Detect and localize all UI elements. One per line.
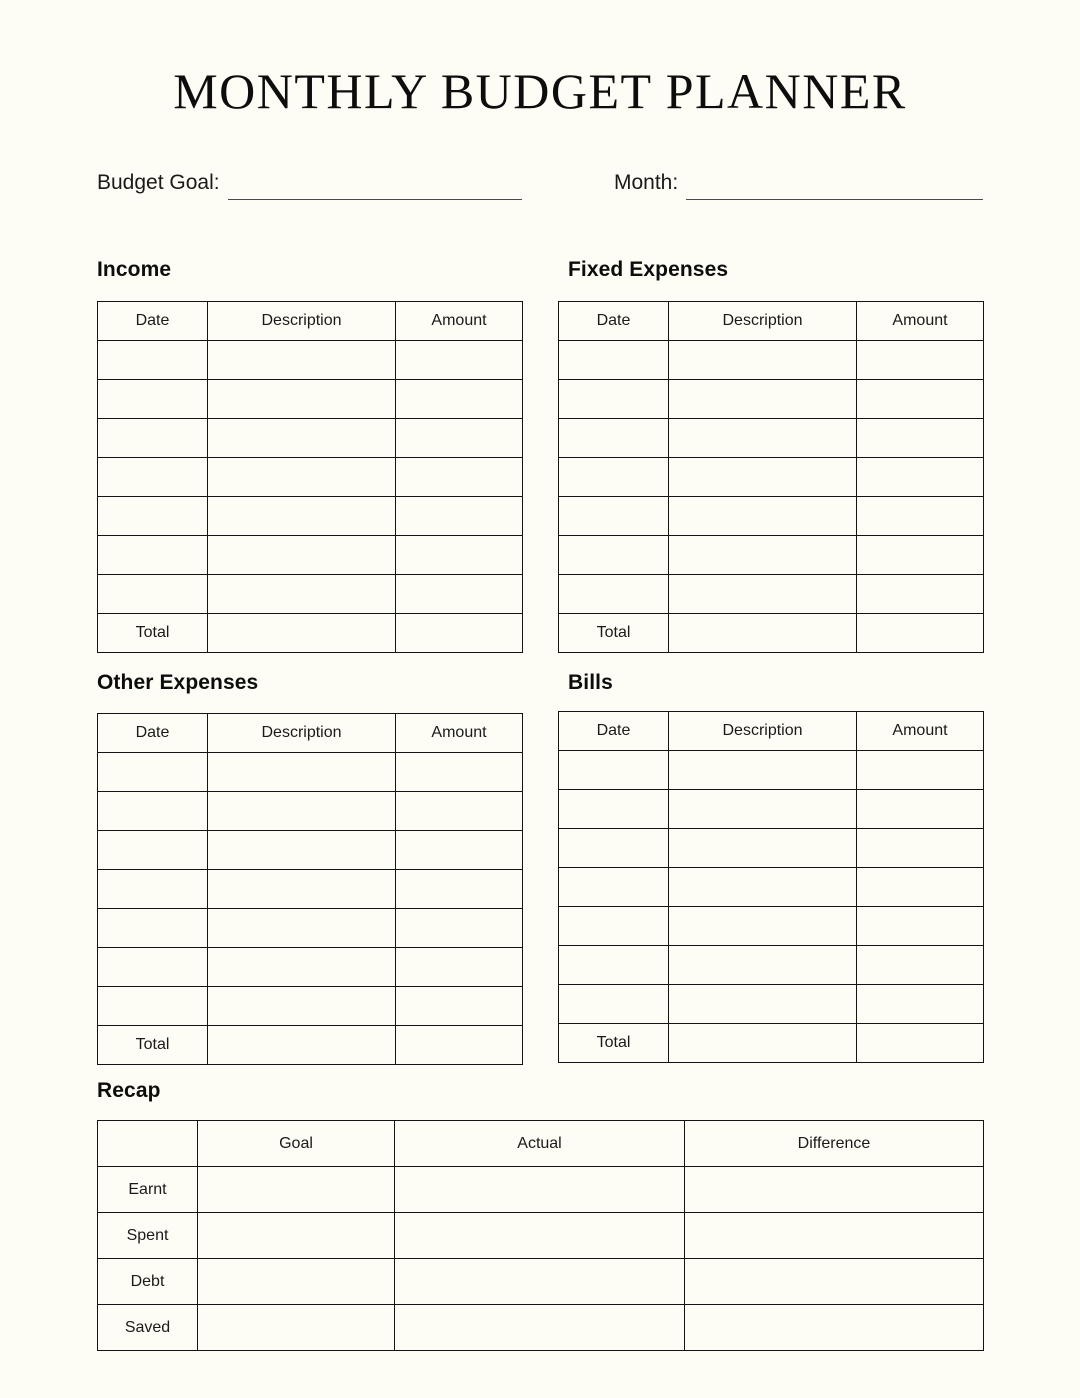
cell-amount[interactable]	[857, 907, 984, 946]
cell-amount[interactable]	[396, 380, 523, 419]
cell-description[interactable]	[208, 987, 396, 1026]
month-label: Month:	[614, 171, 679, 194]
column-header-date: Date	[98, 302, 208, 341]
budget-goal-field[interactable]	[97, 158, 522, 200]
section-heading-recap: Recap	[97, 1079, 161, 1102]
cell-description[interactable]	[669, 907, 857, 946]
recap-cell-actual[interactable]	[395, 1305, 685, 1351]
table-row[interactable]	[559, 536, 984, 575]
cell-date[interactable]	[559, 907, 669, 946]
table-row[interactable]	[98, 419, 523, 458]
recap-column-header-actual: Actual	[395, 1121, 685, 1167]
table-row[interactable]	[559, 868, 984, 907]
cell-amount[interactable]	[857, 985, 984, 1024]
table-row[interactable]	[559, 419, 984, 458]
recap-cell-goal[interactable]	[198, 1213, 395, 1259]
month-field[interactable]	[614, 158, 983, 200]
cell-date[interactable]	[98, 948, 208, 987]
table-header-row	[98, 302, 523, 341]
cell-description[interactable]	[208, 948, 396, 987]
cell-date[interactable]	[559, 790, 669, 829]
table-header-row	[98, 714, 523, 753]
cell-amount[interactable]	[396, 497, 523, 536]
column-header-date: Date	[98, 714, 208, 753]
cell-description[interactable]	[208, 614, 396, 653]
recap-row-debt[interactable]	[98, 1259, 984, 1305]
table-row[interactable]	[559, 458, 984, 497]
header-fields	[97, 158, 983, 200]
cell-total-amount[interactable]	[857, 614, 984, 653]
table-row[interactable]	[559, 341, 984, 380]
cell-date[interactable]	[98, 753, 208, 792]
cell-description[interactable]	[669, 790, 857, 829]
cell-date[interactable]	[559, 829, 669, 868]
recap-corner-cell	[98, 1121, 198, 1167]
cell-amount[interactable]	[857, 751, 984, 790]
table-row[interactable]	[98, 792, 523, 831]
cell-amount[interactable]	[396, 341, 523, 380]
cell-date[interactable]	[98, 909, 208, 948]
recap-cell-actual[interactable]	[395, 1167, 685, 1213]
cell-amount[interactable]	[396, 458, 523, 497]
cell-date[interactable]	[559, 536, 669, 575]
cell-date[interactable]	[98, 792, 208, 831]
table-row[interactable]	[559, 946, 984, 985]
column-header-description: Description	[669, 712, 857, 751]
column-header-description: Description	[208, 714, 396, 753]
total-label: Total	[98, 1026, 208, 1065]
table-row[interactable]	[559, 751, 984, 790]
cell-amount[interactable]	[857, 419, 984, 458]
cell-date[interactable]	[559, 458, 669, 497]
recap-cell-difference[interactable]	[685, 1167, 984, 1213]
cell-description[interactable]	[208, 1026, 396, 1065]
recap-cell-actual[interactable]	[395, 1213, 685, 1259]
cell-description[interactable]	[669, 380, 857, 419]
cell-date[interactable]	[98, 380, 208, 419]
cell-description[interactable]	[669, 419, 857, 458]
column-header-amount: Amount	[857, 302, 984, 341]
cell-amount[interactable]	[857, 458, 984, 497]
column-header-amount: Amount	[396, 302, 523, 341]
table-row[interactable]	[559, 497, 984, 536]
recap-row-label: Spent	[98, 1213, 198, 1259]
table-total-row[interactable]	[98, 614, 523, 653]
total-label: Total	[559, 1024, 669, 1063]
cell-amount[interactable]	[857, 946, 984, 985]
recap-table	[97, 1120, 984, 1351]
cell-date[interactable]	[98, 987, 208, 1026]
table-row[interactable]	[98, 987, 523, 1026]
column-header-amount: Amount	[396, 714, 523, 753]
cell-amount[interactable]	[857, 575, 984, 614]
table-total-row[interactable]	[559, 614, 984, 653]
cell-date[interactable]	[98, 870, 208, 909]
table-header-row	[559, 302, 984, 341]
column-header-amount: Amount	[857, 712, 984, 751]
cell-date[interactable]	[559, 419, 669, 458]
cell-description[interactable]	[669, 536, 857, 575]
section-heading-income: Income	[97, 258, 172, 281]
recap-cell-goal[interactable]	[198, 1167, 395, 1213]
cell-date[interactable]	[98, 419, 208, 458]
cell-description[interactable]	[208, 575, 396, 614]
cell-date[interactable]	[559, 341, 669, 380]
fixed-expenses-table	[558, 301, 984, 653]
cell-amount[interactable]	[396, 831, 523, 870]
cell-total-amount[interactable]	[396, 614, 523, 653]
section-heading-other-expenses: Other Expenses	[97, 671, 259, 694]
cell-amount[interactable]	[396, 536, 523, 575]
month-input[interactable]	[686, 169, 983, 200]
cell-date[interactable]	[559, 985, 669, 1024]
table-header-row	[559, 712, 984, 751]
cell-description[interactable]	[208, 909, 396, 948]
cell-description[interactable]	[208, 419, 396, 458]
income-table	[97, 301, 523, 653]
recap-cell-difference[interactable]	[685, 1213, 984, 1259]
cell-amount[interactable]	[396, 870, 523, 909]
recap-row-label: Debt	[98, 1259, 198, 1305]
cell-description[interactable]	[669, 458, 857, 497]
cell-description[interactable]	[669, 946, 857, 985]
cell-description[interactable]	[208, 536, 396, 575]
recap-cell-difference[interactable]	[685, 1259, 984, 1305]
cell-date[interactable]	[559, 868, 669, 907]
cell-date[interactable]	[98, 458, 208, 497]
cell-amount[interactable]	[396, 792, 523, 831]
table-row[interactable]	[559, 985, 984, 1024]
table-row[interactable]	[98, 380, 523, 419]
table-row[interactable]	[98, 536, 523, 575]
cell-description[interactable]	[669, 575, 857, 614]
cell-amount[interactable]	[396, 753, 523, 792]
recap-cell-goal[interactable]	[198, 1259, 395, 1305]
cell-description[interactable]	[669, 868, 857, 907]
recap-row-saved[interactable]	[98, 1305, 984, 1351]
cell-amount[interactable]	[857, 790, 984, 829]
cell-amount[interactable]	[396, 909, 523, 948]
table-row[interactable]	[559, 829, 984, 868]
table-row[interactable]	[98, 909, 523, 948]
cell-description[interactable]	[208, 831, 396, 870]
cell-total-amount[interactable]	[857, 1024, 984, 1063]
column-header-description: Description	[669, 302, 857, 341]
cell-date[interactable]	[98, 536, 208, 575]
recap-header-row	[98, 1121, 984, 1167]
cell-amount[interactable]	[857, 868, 984, 907]
cell-date[interactable]	[559, 575, 669, 614]
cell-date[interactable]	[98, 341, 208, 380]
cell-date[interactable]	[559, 946, 669, 985]
cell-description[interactable]	[669, 614, 857, 653]
cell-description[interactable]	[208, 870, 396, 909]
cell-amount[interactable]	[396, 987, 523, 1026]
section-heading-bills: Bills	[568, 671, 613, 694]
cell-date[interactable]	[98, 497, 208, 536]
cell-description[interactable]	[208, 497, 396, 536]
cell-description[interactable]	[669, 497, 857, 536]
page-title: MONTHLY BUDGET PLANNER	[173, 63, 907, 119]
table-row[interactable]	[98, 870, 523, 909]
table-row[interactable]	[559, 575, 984, 614]
table-row[interactable]	[98, 753, 523, 792]
cell-amount[interactable]	[396, 419, 523, 458]
bills-table	[558, 711, 984, 1063]
cell-amount[interactable]	[857, 536, 984, 575]
cell-amount[interactable]	[857, 829, 984, 868]
cell-date[interactable]	[98, 831, 208, 870]
cell-description[interactable]	[669, 829, 857, 868]
recap-column-header-goal: Goal	[198, 1121, 395, 1167]
table-row[interactable]	[98, 341, 523, 380]
recap-row-label: Earnt	[98, 1167, 198, 1213]
table-row[interactable]	[98, 948, 523, 987]
section-heading-fixed-expenses: Fixed Expenses	[568, 258, 729, 281]
recap-column-header-difference: Difference	[685, 1121, 984, 1167]
table-total-row[interactable]	[559, 1024, 984, 1063]
other-expenses-table	[97, 713, 523, 1065]
cell-description[interactable]	[208, 792, 396, 831]
cell-amount[interactable]	[396, 575, 523, 614]
cell-description[interactable]	[208, 380, 396, 419]
table-row[interactable]	[559, 790, 984, 829]
recap-cell-difference[interactable]	[685, 1305, 984, 1351]
column-header-date: Date	[559, 302, 669, 341]
recap-cell-actual[interactable]	[395, 1259, 685, 1305]
column-header-description: Description	[208, 302, 396, 341]
table-total-row[interactable]	[98, 1026, 523, 1065]
cell-description[interactable]	[208, 341, 396, 380]
cell-description[interactable]	[208, 753, 396, 792]
cell-date[interactable]	[98, 575, 208, 614]
cell-date[interactable]	[559, 751, 669, 790]
cell-amount[interactable]	[857, 341, 984, 380]
table-row[interactable]	[559, 380, 984, 419]
cell-total-amount[interactable]	[396, 1026, 523, 1065]
cell-amount[interactable]	[396, 948, 523, 987]
cell-description[interactable]	[669, 985, 857, 1024]
cell-date[interactable]	[559, 497, 669, 536]
table-row[interactable]	[98, 831, 523, 870]
total-label: Total	[559, 614, 669, 653]
total-label: Total	[98, 614, 208, 653]
table-row[interactable]	[98, 575, 523, 614]
cell-description[interactable]	[208, 458, 396, 497]
table-row[interactable]	[98, 458, 523, 497]
cell-date[interactable]	[559, 380, 669, 419]
recap-row-earnt[interactable]	[98, 1167, 984, 1213]
cell-amount[interactable]	[857, 497, 984, 536]
budget-goal-input[interactable]	[228, 169, 522, 200]
recap-row-spent[interactable]	[98, 1213, 984, 1259]
cell-description[interactable]	[669, 751, 857, 790]
table-row[interactable]	[98, 497, 523, 536]
cell-description[interactable]	[669, 1024, 857, 1063]
cell-amount[interactable]	[857, 380, 984, 419]
recap-row-label: Saved	[98, 1305, 198, 1351]
cell-description[interactable]	[669, 341, 857, 380]
table-row[interactable]	[559, 907, 984, 946]
budget-goal-label: Budget Goal:	[97, 171, 220, 194]
column-header-date: Date	[559, 712, 669, 751]
recap-cell-goal[interactable]	[198, 1305, 395, 1351]
